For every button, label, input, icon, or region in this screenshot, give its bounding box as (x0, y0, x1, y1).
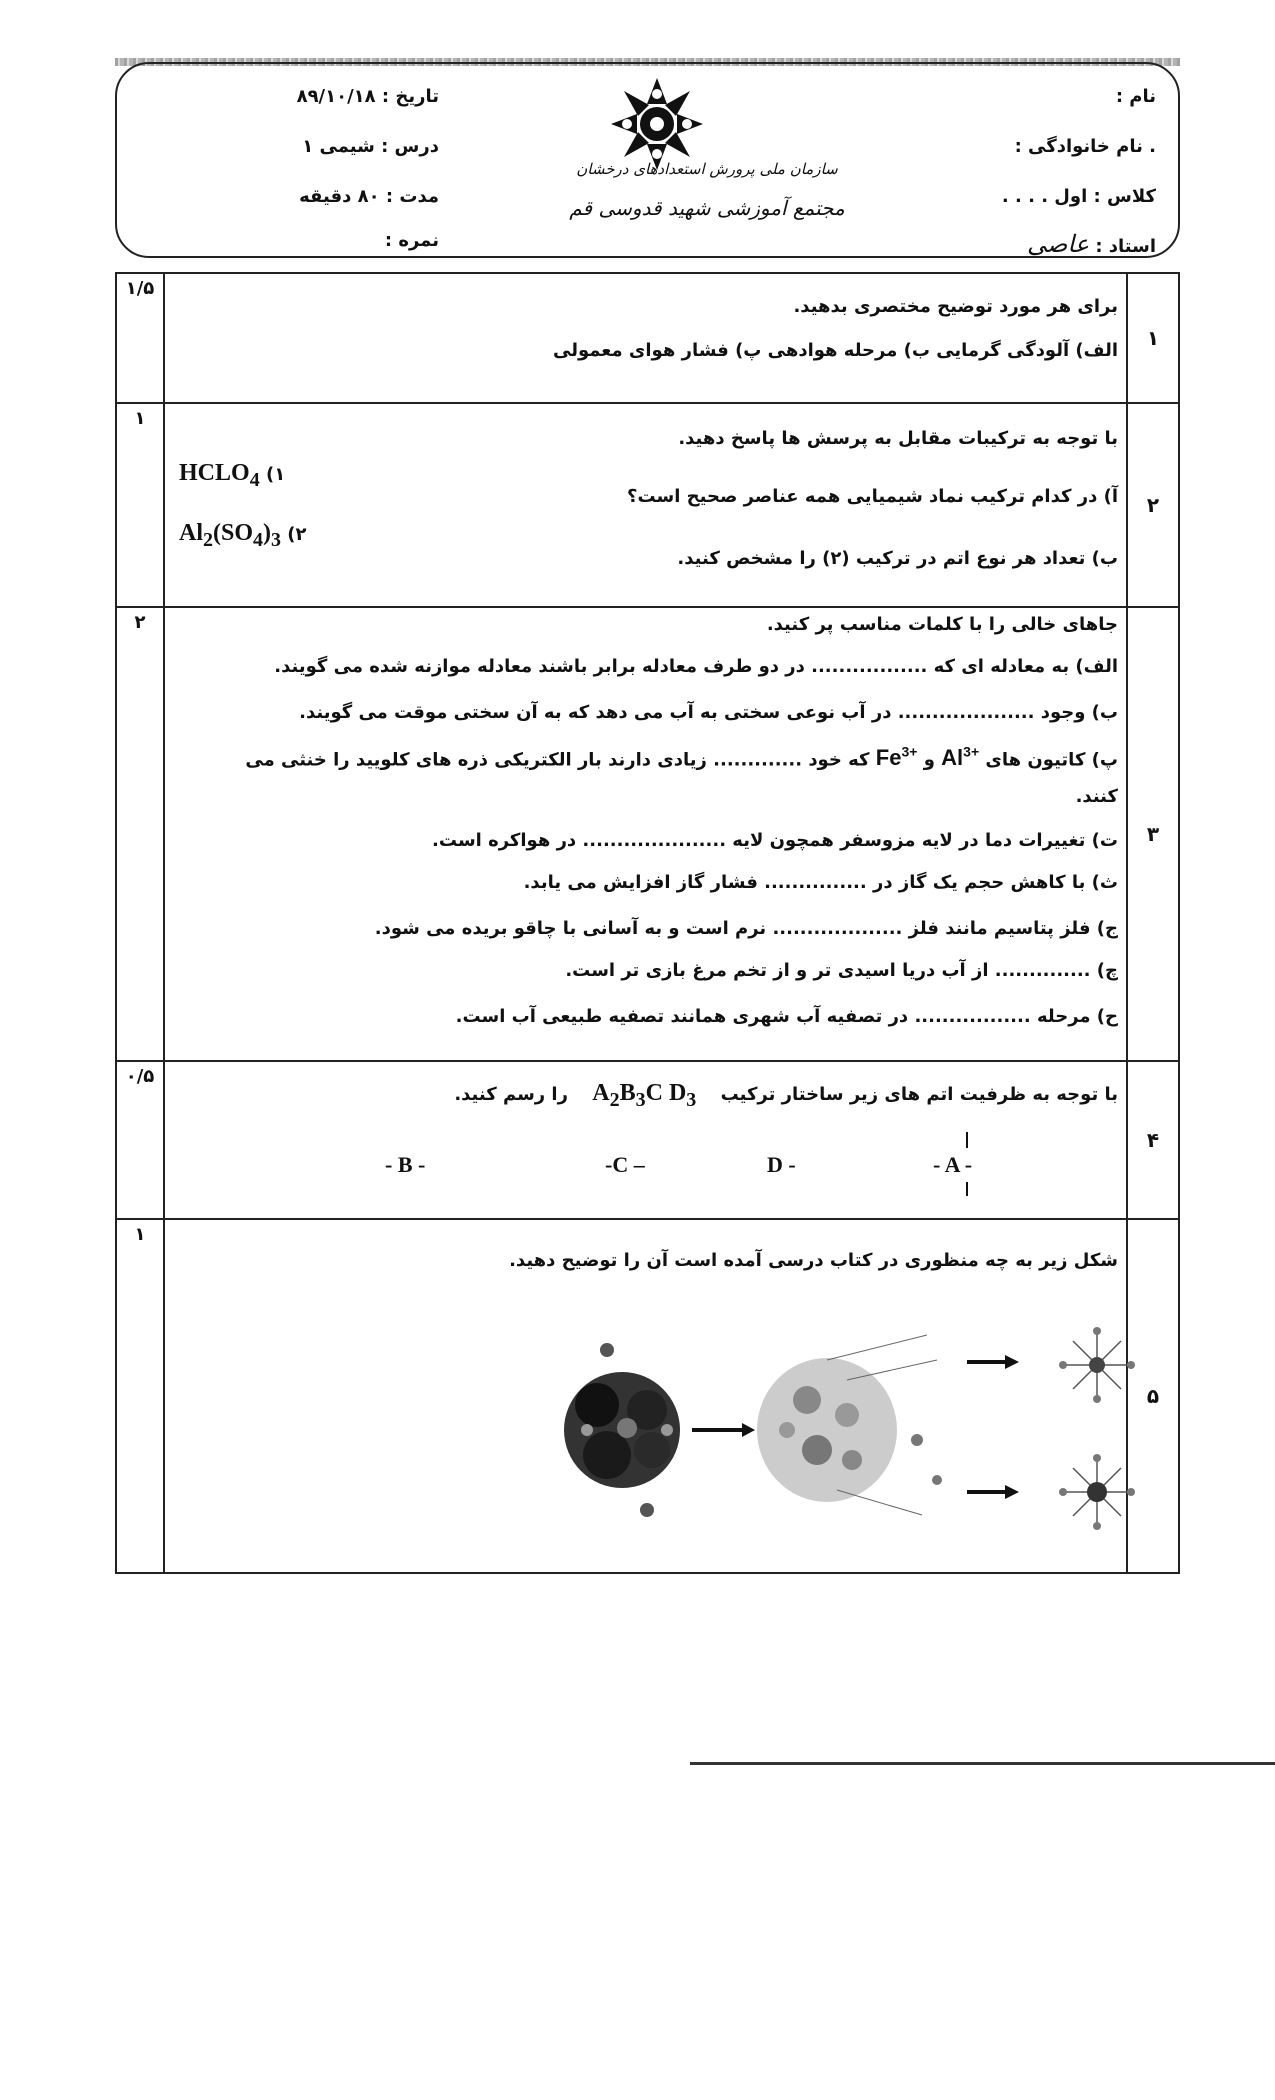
teacher-label: استاد : (1095, 236, 1156, 257)
compound-formula: $A_2B_3C$ $D_3$ (592, 1080, 697, 1111)
question-row-2 (117, 402, 1178, 606)
question-number: ۴ (1126, 1062, 1178, 1218)
question-row-5 (117, 1218, 1178, 1572)
question-text: با توجه به ظرفیت اتم های زیر ساختار ترکیب $A_2B_3C$ $D_3$ را رسم کنید. (454, 1080, 1118, 1111)
cation-hydration (1059, 1327, 1135, 1403)
valence-a: - A - (933, 1152, 973, 1177)
blank-ch: چ) .............. از آب دریا اسیدی تر و از تخم مرغ بازی تر است. (565, 960, 1118, 981)
teacher-row (1027, 230, 1156, 258)
compound-1: ۱) $HCLO_4$ (179, 460, 286, 491)
exam-header (115, 62, 1180, 258)
valence-d: D - (767, 1152, 796, 1177)
family-label: . نام خانوادگی : (1014, 136, 1156, 157)
question-part-b: ب) تعداد هر نوع اتم در ترکیب (۲) را مشخص کنید. (677, 548, 1118, 569)
question-number: ۱ (1126, 274, 1178, 402)
question-number: ۳ (1126, 608, 1178, 1060)
teacher-signature: عاصی (1027, 230, 1090, 258)
valence-a-bond-top (966, 1132, 968, 1148)
question-row-4 (117, 1060, 1178, 1218)
question-content (167, 274, 1126, 402)
valence-b: - B - (385, 1152, 426, 1177)
footer-rule (690, 1762, 1275, 1765)
anion-hydration (1059, 1454, 1135, 1530)
hydrated-cluster (757, 1335, 942, 1515)
blank-p-cont: کنند. (1075, 786, 1118, 807)
name-label: نام : (1115, 86, 1156, 107)
questions-table (115, 272, 1180, 1574)
colloid-cluster (564, 1343, 680, 1517)
colloid-coagulation-diagram (527, 1320, 1167, 1560)
grade-label: نمره : (384, 230, 439, 251)
blank-t: ت) تغییرات دما در لایه مزوسفر همچون لایه ..................... در هواکره است. (432, 830, 1118, 851)
date-label: تاریخ : ۸۹/۱۰/۱۸ (296, 86, 439, 107)
blank-h: ح) مرحله ................. در تصفیه آب شهری همانند تصفیه طبیعی آب است. (455, 1006, 1118, 1027)
valence-a-bond-bottom (966, 1182, 968, 1196)
question-score: ۱ (117, 404, 165, 606)
question-part-a: آ) در کدام ترکیب نماد شیمیایی همه عناصر صحیح است؟ (627, 486, 1118, 507)
org-line-1: سازمان ملی پرورش استعدادهای درخشان (576, 160, 838, 178)
question-content (167, 608, 1126, 1060)
question-text: شکل زیر به چه منظوری در کتاب درسی آمده است آن را توضیح دهید. (509, 1250, 1118, 1271)
compound-2: ۲) $Al_2(SO_4)_3$ (179, 520, 307, 551)
question-text: با توجه به ترکیبات مقابل به پرسش ها پاسخ دهید. (678, 428, 1118, 449)
question-number: ۵ (1126, 1220, 1178, 1572)
class-label: کلاس : اول . . . . (1001, 186, 1156, 207)
question-row-1 (117, 274, 1178, 402)
question-text: برای هر مورد توضیح مختصری بدهید. (793, 296, 1118, 317)
question-score: ۱/۵ (117, 274, 165, 402)
blank-th: ث) با کاهش حجم یک گاز در ............... فشار گاز افزایش می یابد. (523, 872, 1118, 893)
question-score: ۲ (117, 608, 165, 1060)
subject-label: درس : شیمی ۱ (302, 136, 439, 157)
question-score: ۱ (117, 1220, 165, 1572)
org-line-2: مجتمع آموزشی شهید قدوسی قم (569, 196, 845, 220)
question-number: ۲ (1126, 404, 1178, 606)
blank-j: ج) فلز پتاسیم مانند فلز ................... نرم است و به آسانی با چاقو بریده می شود. (374, 918, 1118, 939)
blank-b: ب) وجود .................... در آب نوعی سختی به آب می دهد که به آن سختی موقت می گویند. (299, 702, 1118, 723)
duration-label: مدت : ۸۰ دقیقه (299, 186, 439, 207)
question-items: الف) آلودگی گرمایی ب) مرحله هوادهی پ) فشار هوای معمولی (552, 340, 1118, 361)
question-content (167, 1062, 1126, 1218)
question-row-3 (117, 606, 1178, 1060)
question-text: جاهای خالی را با کلمات مناسب پر کنید. (766, 614, 1118, 635)
blank-p: پ) کاتیون های $Al^{3+}$ و $Fe^{3+}$ که خود ............. زیادی دارند بار الکتریکی ذره های کلویید را خنثی می (245, 744, 1118, 771)
question-content (167, 404, 1126, 606)
question-score: ۰/۵ (117, 1062, 165, 1218)
blank-a: الف) به معادله ای که ................. در دو طرف معادله برابر باشند معادله موازنه شده می گویند. (274, 656, 1118, 677)
valence-c: -C – (605, 1152, 645, 1177)
